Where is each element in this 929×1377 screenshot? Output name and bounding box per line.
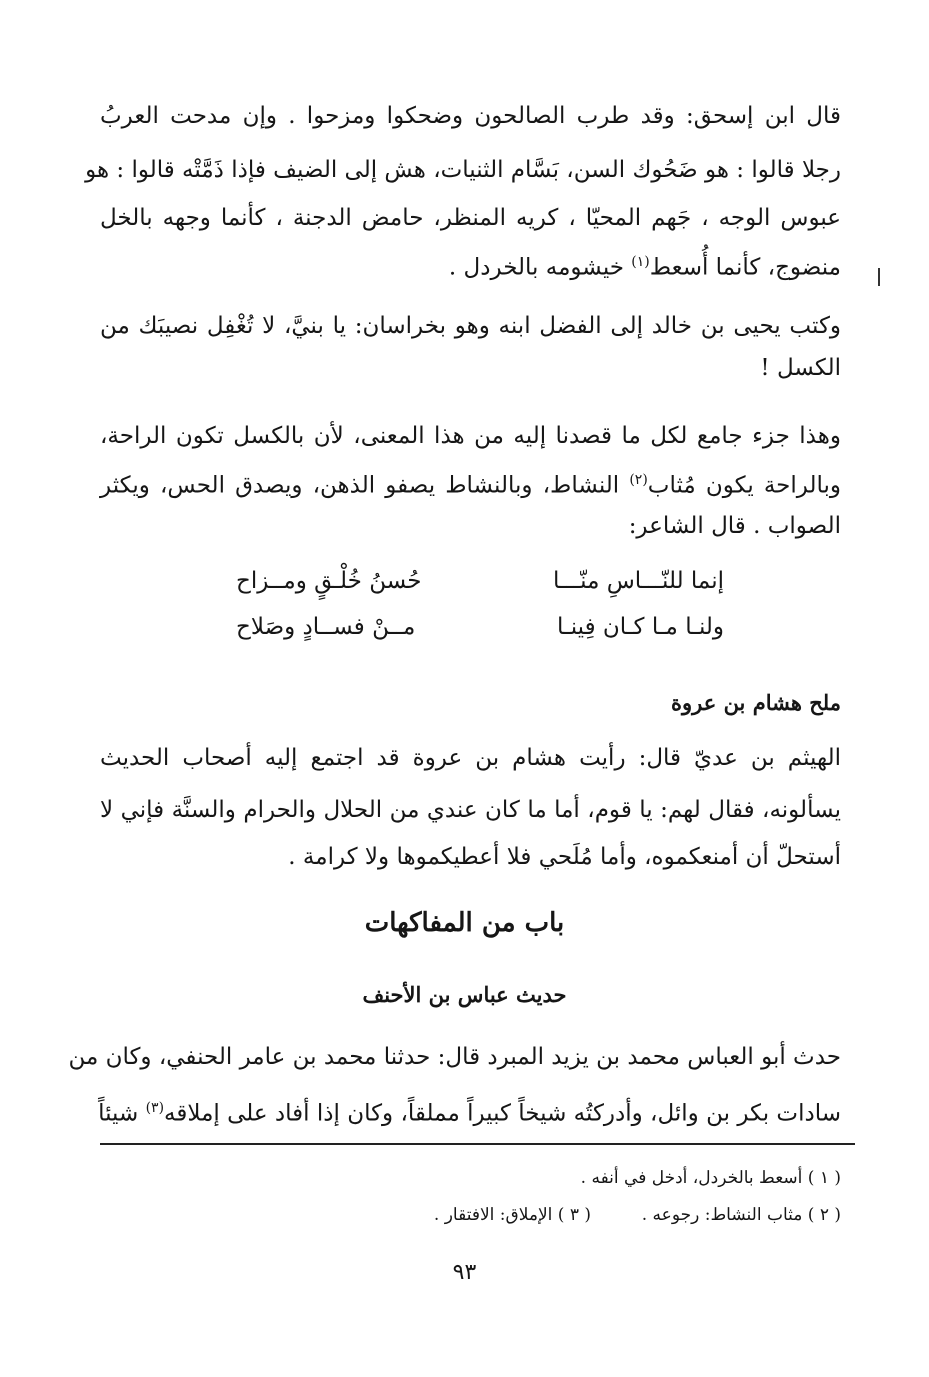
section-title-abbas: حديث عباس بن الأحنف [362,982,567,1007]
page-number: ٩٣ [452,1260,477,1285]
paragraph2-line2: الكسل ! [760,355,841,381]
footnote-ref-2: (٢) [629,472,648,488]
verse1-first-hemistich: إنما للنّـــاسِ منّـــا [552,568,724,594]
footnote-rule [100,1143,855,1145]
paragraph1-line1: قال ابن إسحق: وقد طرب الصالحون وضحكوا ومزحوا . وإن مدحت العربُ [100,103,841,129]
paragraph1-line4 [100,247,841,283]
footnote-3: ( ٣ ) الإملاق: الافتقار . [433,1205,591,1225]
footnote-2: ( ٢ ) مثاب النشاط: رجوعه . [641,1205,841,1225]
paragraph4-line2: يسألونه، فقال لهم: يا قوم، أما ما كان عندي من الحلال والحرام والسنَّة فإني لا [100,797,841,823]
paragraph1-text-end: خيشومه بالخردل . [448,254,624,281]
section-title-hisham: ملح هشام بن عروة [671,690,841,715]
paragraph4-line3: أستحلّ أن أمنعكموه، وأما مُلَحي فلا أعطيكموها ولا كرامة . [288,844,841,870]
footnote-1: ( ١ ) أسعط بالخردل، أدخل في أنفه . [580,1168,841,1188]
verse2-second-hemistich: مــنْ فســادٍ وصَلاح [236,614,416,640]
paragraph5-line2 [100,1093,841,1129]
paragraph5-text-end: شيئاً [98,1100,139,1127]
paragraph3-line1: وهذا جزء جامع لكل ما قصدنا إليه من هذا المعنى، لأن بالكسل تكون الراحة، [100,423,841,449]
paragraph2-line1: وكتب يحيى بن خالد إلى الفضل ابنه وهو بخراسان: يا بنيَّ، لا تُغْفِل نصيبَك من [100,313,841,339]
footnote-ref-3: (٣) [145,1100,165,1116]
margin-mark [878,268,880,286]
paragraph1-line2: رجلا قالوا : هو ضَحُوك السن، بَسَّام الثنيات، هش إلى الضيف فإذا ذَمَّتْه قالوا : هو [85,157,841,183]
paragraph3-line2 [100,465,841,501]
paragraph3-text: وبالراحة يكون مُثاب [647,472,842,499]
paragraph4-line1: الهيثم بن عديّ قال: رأيت هشام بن عروة قد اجتمع إليه أصحاب الحديث [100,745,841,771]
paragraph5-text: سادات بكر بن وائل، وأدركتُه شيخاً كبيراً مملقاً، وكان إذا أفاد على إملاقه [164,1100,841,1127]
paragraph3-line3: الصواب . قال الشاعر: [628,513,841,539]
paragraph3-text-cont: النشاط، وبالنشاط يصفو الذهن، ويصدق الحس، ويكثر [100,472,620,499]
paragraph1-line3: عبوس الوجه ، جَهم المحيّا ، كريه المنظر، حامض الدجنة ، كأنما وجهه بالخل [100,205,841,231]
footnote-ref-1: (١) [631,254,650,270]
verse1-second-hemistich: حُسنُ خُلْـقٍ ومــزاح [236,568,422,594]
verse2-first-hemistich: ولنـا مـا كـان فِينـا [556,614,724,640]
paragraph5-line1: حدث أبو العباس محمد بن يزيد المبرد قال: حدثنا محمد بن عامر الحنفي، وكان من [68,1044,841,1070]
paragraph1-text: منضوج، كأنما أُسعط [649,254,841,281]
chapter-title: باب من المفاكهات [364,908,565,938]
